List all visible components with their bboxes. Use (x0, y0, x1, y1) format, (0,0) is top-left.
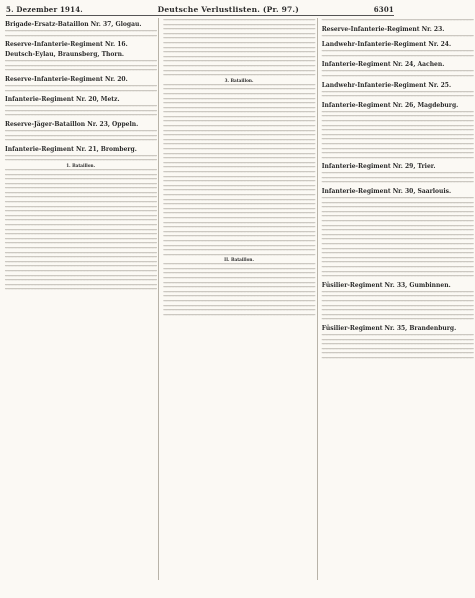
text-line: ━━━━━━━━━━━━━━━━━━━━━━━━━━━━━━━━━━━━━━━━━━━━━━━━━━━━━━━━━━━━━━━━━━━━━━━━━━━━━━━━━━━━━━━━━━━━━━━━━━━━━━━━━ (5, 195, 157, 200)
text-line: ━━━━━━━━━━━━━━━━━━━━━━━━━━━━━━━━━━━━━━━━━━━━━━━━━━━━━━━━━━━━━━━━━━━━━━━━━━━━━━━━━━━━━━━━━━━━━━━━━━━━━━━━━ (163, 124, 315, 129)
text-line: ━━━━━━━━━━━━━━━━━━━━━━━━━━━━━━━━━━━━━━━━━━━━━━━━━━━━━━━━━━━━━━━━━━━━━━━━━━━━━━━━━━━━━━━━━━━━━━━━━━━━━━━━━ (163, 229, 315, 234)
text-line: ━━━━━━━━━━━━━━━━━━━━━━━━━━━━━━━━━━━━━━━━━━━━━━━━━━━━━━━━━━━━━━━━━━━━━━━━━━━━━━━━━━━━━━━━━━━━━━━━━━━━━━━━━ (321, 33, 474, 38)
text-line: ━━━━━━━━━━━━━━━━━━━━━━━━━━━━━━━━━━━━━━━━━━━━━━━━━━━━━━━━━━━━━━━━━━━━━━━━━━━━━━━━━━━━━━━━━━━━━━━━━━━━━━━━━ (163, 179, 315, 184)
section-heading: Reserve-Infanterie-Regiment Nr. 16. (5, 41, 128, 49)
text-line: ━━━━━━━━━━━━━━━━━━━━━━━━━━━━━━━━━━━━━━━━━━━━━━━━━━━━━━━━━━━━━━━━━━━━━━━━━━━━━━━━━━━━━━━━━━━━━━━━━━━━━━━━━ (321, 355, 474, 360)
text-line: ━━━━━━━━━━━━━━━━━━━━━━━━━━━━━━━━━━━━━━━━━━━━━━━━━━━━━━━━━━━━━━━━━━━━━━━━━━━━━━━━━━━━━━━━━━━━━━━━━━━━━━━━━ (321, 109, 474, 114)
text-line: ━━━━━━━━━━━━━━━━━━━━━━━━━━━━━━━━━━━━━━━━━━━━━━━━━━━━━━━━━━━━━━━━━━━━━━━━━━━━━━━━━━━━━━━━━━━━━━━━━━━━━━━━━ (163, 96, 315, 101)
text-line: ━━━━━━━━━━━━━━━━━━━━━━━━━━━━━━━━━━━━━━━━━━━━━━━━━━━━━━━━━━━━━━━━━━━━━━━━━━━━━━━━━━━━━━━━━━━━━━━━━━━━━━━━━ (321, 246, 474, 251)
text-line: ━━━━━━━━━━━━━━━━━━━━━━━━━━━━━━━━━━━━━━━━━━━━━━━━━━━━━━━━━━━━━━━━━━━━━━━━━━━━━━━━━━━━━━━━━━━━━━━━━━━━━━━━━ (5, 209, 157, 214)
text-line: ━━━━━━━━━━━━━━━━━━━━━━━━━━━━━━━━━━━━━━━━━━━━━━━━━━━━━━━━━━━━━━━━━━━━━━━━━━━━━━━━━━━━━━━━━━━━━━━━━━━━━━━━━ (163, 105, 315, 110)
text-line: ━━━━━━━━━━━━━━━━━━━━━━━━━━━━━━━━━━━━━━━━━━━━━━━━━━━━━━━━━━━━━━━━━━━━━━━━━━━━━━━━━━━━━━━━━━━━━━━━━━━━━━━━━ (321, 180, 474, 185)
text-line: ━━━━━━━━━━━━━━━━━━━━━━━━━━━━━━━━━━━━━━━━━━━━━━━━━━━━━━━━━━━━━━━━━━━━━━━━━━━━━━━━━━━━━━━━━━━━━━━━━━━━━━━━━ (163, 165, 315, 170)
text-line: ━━━━━━━━━━━━━━━━━━━━━━━━━━━━━━━━━━━━━━━━━━━━━━━━━━━━━━━━━━━━━━━━━━━━━━━━━━━━━━━━━━━━━━━━━━━━━━━━━━━━━━━━━ (163, 206, 315, 211)
column-3 (322, 18, 475, 580)
text-line: ━━━━━━━━━━━━━━━━━━━━━━━━━━━━━━━━━━━━━━━━━━━━━━━━━━━━━━━━━━━━━━━━━━━━━━━━━━━━━━━━━━━━━━━━━━━━━━━━━━━━━━━━━ (5, 133, 157, 138)
text-line: ━━━━━━━━━━━━━━━━━━━━━━━━━━━━━━━━━━━━━━━━━━━━━━━━━━━━━━━━━━━━━━━━━━━━━━━━━━━━━━━━━━━━━━━━━━━━━━━━━━━━━━━━━ (163, 271, 315, 276)
text-line: ━━━━━━━━━━━━━━━━━━━━━━━━━━━━━━━━━━━━━━━━━━━━━━━━━━━━━━━━━━━━━━━━━━━━━━━━━━━━━━━━━━━━━━━━━━━━━━━━━━━━━━━━━ (321, 151, 474, 156)
text-line: ━━━━━━━━━━━━━━━━━━━━━━━━━━━━━━━━━━━━━━━━━━━━━━━━━━━━━━━━━━━━━━━━━━━━━━━━━━━━━━━━━━━━━━━━━━━━━━━━━━━━━━━━━ (163, 45, 315, 50)
text-line: ━━━━━━━━━━━━━━━━━━━━━━━━━━━━━━━━━━━━━━━━━━━━━━━━━━━━━━━━━━━━━━━━━━━━━━━━━━━━━━━━━━━━━━━━━━━━━━━━━━━━━━━━━ (321, 274, 474, 279)
text-line: ━━━━━━━━━━━━━━━━━━━━━━━━━━━━━━━━━━━━━━━━━━━━━━━━━━━━━━━━━━━━━━━━━━━━━━━━━━━━━━━━━━━━━━━━━━━━━━━━━━━━━━━━━ (321, 209, 474, 214)
text-line: ━━━━━━━━━━━━━━━━━━━━━━━━━━━━━━━━━━━━━━━━━━━━━━━━━━━━━━━━━━━━━━━━━━━━━━━━━━━━━━━━━━━━━━━━━━━━━━━━━━━━━━━━━ (163, 289, 315, 294)
text-line: ━━━━━━━━━━━━━━━━━━━━━━━━━━━━━━━━━━━━━━━━━━━━━━━━━━━━━━━━━━━━━━━━━━━━━━━━━━━━━━━━━━━━━━━━━━━━━━━━━━━━━━━━━ (321, 132, 474, 137)
text-line: ━━━━━━━━━━━━━━━━━━━━━━━━━━━━━━━━━━━━━━━━━━━━━━━━━━━━━━━━━━━━━━━━━━━━━━━━━━━━━━━━━━━━━━━━━━━━━━━━━━━━━━━━━ (5, 104, 157, 109)
section-heading: Infanterie-Regiment Nr. 29, Trier. (321, 163, 436, 171)
text-line: ━━━━━━━━━━━━━━━━━━━━━━━━━━━━━━━━━━━━━━━━━━━━━━━━━━━━━━━━━━━━━━━━━━━━━━━━━━━━━━━━━━━━━━━━━━━━━━━━━━━━━━━━━ (163, 133, 315, 138)
section-heading: Infanterie-Regiment Nr. 30, Saarlouis. (321, 188, 452, 196)
text-line: ━━━━━━━━━━━━━━━━━━━━━━━━━━━━━━━━━━━━━━━━━━━━━━━━━━━━━━━━━━━━━━━━━━━━━━━━━━━━━━━━━━━━━━━━━━━━━━━━━━━━━━━━━ (5, 167, 157, 172)
text-line: ━━━━━━━━━━━━━━━━━━━━━━━━━━━━━━━━━━━━━━━━━━━━━━━━━━━━━━━━━━━━━━━━━━━━━━━━━━━━━━━━━━━━━━━━━━━━━━━━━━━━━━━━━ (5, 59, 157, 64)
text-line: ━━━━━━━━━━━━━━━━━━━━━━━━━━━━━━━━━━━━━━━━━━━━━━━━━━━━━━━━━━━━━━━━━━━━━━━━━━━━━━━━━━━━━━━━━━━━━━━━━━━━━━━━━ (163, 114, 315, 119)
text-line: ━━━━━━━━━━━━━━━━━━━━━━━━━━━━━━━━━━━━━━━━━━━━━━━━━━━━━━━━━━━━━━━━━━━━━━━━━━━━━━━━━━━━━━━━━━━━━━━━━━━━━━━━━ (321, 303, 474, 308)
text-line: ━━━━━━━━━━━━━━━━━━━━━━━━━━━━━━━━━━━━━━━━━━━━━━━━━━━━━━━━━━━━━━━━━━━━━━━━━━━━━━━━━━━━━━━━━━━━━━━━━━━━━━━━━ (5, 181, 157, 186)
text-line: ━━━━━━━━━━━━━━━━━━━━━━━━━━━━━━━━━━━━━━━━━━━━━━━━━━━━━━━━━━━━━━━━━━━━━━━━━━━━━━━━━━━━━━━━━━━━━━━━━━━━━━━━━ (5, 236, 157, 241)
column-1 (5, 18, 159, 580)
text-line: ━━━━━━━━━━━━━━━━━━━━━━━━━━━━━━━━━━━━━━━━━━━━━━━━━━━━━━━━━━━━━━━━━━━━━━━━━━━━━━━━━━━━━━━━━━━━━━━━━━━━━━━━━ (163, 174, 315, 179)
subsection-heading: II. Bataillon. (224, 257, 254, 263)
text-line: ━━━━━━━━━━━━━━━━━━━━━━━━━━━━━━━━━━━━━━━━━━━━━━━━━━━━━━━━━━━━━━━━━━━━━━━━━━━━━━━━━━━━━━━━━━━━━━━━━━━━━━━━━ (163, 234, 315, 239)
text-line: ━━━━━━━━━━━━━━━━━━━━━━━━━━━━━━━━━━━━━━━━━━━━━━━━━━━━━━━━━━━━━━━━━━━━━━━━━━━━━━━━━━━━━━━━━━━━━━━━━━━━━━━━━ (163, 170, 315, 174)
text-line: ━━━━━━━━━━━━━━━━━━━━━━━━━━━━━━━━━━━━━━━━━━━━━━━━━━━━━━━━━━━━━━━━━━━━━━━━━━━━━━━━━━━━━━━━━━━━━━━━━━━━━━━━━ (321, 49, 474, 54)
text-line: ━━━━━━━━━━━━━━━━━━━━━━━━━━━━━━━━━━━━━━━━━━━━━━━━━━━━━━━━━━━━━━━━━━━━━━━━━━━━━━━━━━━━━━━━━━━━━━━━━━━━━━━━━ (5, 29, 157, 33)
text-line: ━━━━━━━━━━━━━━━━━━━━━━━━━━━━━━━━━━━━━━━━━━━━━━━━━━━━━━━━━━━━━━━━━━━━━━━━━━━━━━━━━━━━━━━━━━━━━━━━━━━━━━━━━ (321, 237, 474, 242)
text-line: ━━━━━━━━━━━━━━━━━━━━━━━━━━━━━━━━━━━━━━━━━━━━━━━━━━━━━━━━━━━━━━━━━━━━━━━━━━━━━━━━━━━━━━━━━━━━━━━━━━━━━━━━━ (5, 63, 157, 68)
text-line: ━━━━━━━━━━━━━━━━━━━━━━━━━━━━━━━━━━━━━━━━━━━━━━━━━━━━━━━━━━━━━━━━━━━━━━━━━━━━━━━━━━━━━━━━━━━━━━━━━━━━━━━━━ (5, 200, 157, 205)
text-line: ━━━━━━━━━━━━━━━━━━━━━━━━━━━━━━━━━━━━━━━━━━━━━━━━━━━━━━━━━━━━━━━━━━━━━━━━━━━━━━━━━━━━━━━━━━━━━━━━━━━━━━━━━ (321, 214, 474, 219)
text-line: ━━━━━━━━━━━━━━━━━━━━━━━━━━━━━━━━━━━━━━━━━━━━━━━━━━━━━━━━━━━━━━━━━━━━━━━━━━━━━━━━━━━━━━━━━━━━━━━━━━━━━━━━━ (321, 146, 474, 151)
text-line: ━━━━━━━━━━━━━━━━━━━━━━━━━━━━━━━━━━━━━━━━━━━━━━━━━━━━━━━━━━━━━━━━━━━━━━━━━━━━━━━━━━━━━━━━━━━━━━━━━━━━━━━━━ (5, 172, 157, 177)
text-line: ━━━━━━━━━━━━━━━━━━━━━━━━━━━━━━━━━━━━━━━━━━━━━━━━━━━━━━━━━━━━━━━━━━━━━━━━━━━━━━━━━━━━━━━━━━━━━━━━━━━━━━━━━ (163, 68, 315, 73)
text-line: ━━━━━━━━━━━━━━━━━━━━━━━━━━━━━━━━━━━━━━━━━━━━━━━━━━━━━━━━━━━━━━━━━━━━━━━━━━━━━━━━━━━━━━━━━━━━━━━━━━━━━━━━━ (321, 219, 474, 224)
text-line: ━━━━━━━━━━━━━━━━━━━━━━━━━━━━━━━━━━━━━━━━━━━━━━━━━━━━━━━━━━━━━━━━━━━━━━━━━━━━━━━━━━━━━━━━━━━━━━━━━━━━━━━━━ (321, 317, 474, 322)
section-heading: Brigade-Ersatz-Bataillon Nr. 37, Glogau. (5, 21, 142, 28)
text-line: ━━━━━━━━━━━━━━━━━━━━━━━━━━━━━━━━━━━━━━━━━━━━━━━━━━━━━━━━━━━━━━━━━━━━━━━━━━━━━━━━━━━━━━━━━━━━━━━━━━━━━━━━━ (163, 225, 315, 230)
text-line: ━━━━━━━━━━━━━━━━━━━━━━━━━━━━━━━━━━━━━━━━━━━━━━━━━━━━━━━━━━━━━━━━━━━━━━━━━━━━━━━━━━━━━━━━━━━━━━━━━━━━━━━━━ (5, 246, 157, 250)
text-line: ━━━━━━━━━━━━━━━━━━━━━━━━━━━━━━━━━━━━━━━━━━━━━━━━━━━━━━━━━━━━━━━━━━━━━━━━━━━━━━━━━━━━━━━━━━━━━━━━━━━━━━━━━ (321, 175, 474, 180)
text-line: ━━━━━━━━━━━━━━━━━━━━━━━━━━━━━━━━━━━━━━━━━━━━━━━━━━━━━━━━━━━━━━━━━━━━━━━━━━━━━━━━━━━━━━━━━━━━━━━━━━━━━━━━━ (163, 50, 315, 55)
text-line: ━━━━━━━━━━━━━━━━━━━━━━━━━━━━━━━━━━━━━━━━━━━━━━━━━━━━━━━━━━━━━━━━━━━━━━━━━━━━━━━━━━━━━━━━━━━━━━━━━━━━━━━━━ (5, 232, 157, 237)
section-heading: Infanterie-Regiment Nr. 21, Bromberg. (5, 145, 137, 153)
header-title: Deutsche Verlustlisten. (Pr. 97.) (157, 4, 299, 14)
text-line: ━━━━━━━━━━━━━━━━━━━━━━━━━━━━━━━━━━━━━━━━━━━━━━━━━━━━━━━━━━━━━━━━━━━━━━━━━━━━━━━━━━━━━━━━━━━━━━━━━━━━━━━━━ (163, 59, 315, 64)
text-line: ━━━━━━━━━━━━━━━━━━━━━━━━━━━━━━━━━━━━━━━━━━━━━━━━━━━━━━━━━━━━━━━━━━━━━━━━━━━━━━━━━━━━━━━━━━━━━━━━━━━━━━━━━ (321, 228, 474, 233)
text-line: ━━━━━━━━━━━━━━━━━━━━━━━━━━━━━━━━━━━━━━━━━━━━━━━━━━━━━━━━━━━━━━━━━━━━━━━━━━━━━━━━━━━━━━━━━━━━━━━━━━━━━━━━━ (5, 273, 157, 278)
text-line: ━━━━━━━━━━━━━━━━━━━━━━━━━━━━━━━━━━━━━━━━━━━━━━━━━━━━━━━━━━━━━━━━━━━━━━━━━━━━━━━━━━━━━━━━━━━━━━━━━━━━━━━━━ (163, 197, 315, 202)
text-line: ━━━━━━━━━━━━━━━━━━━━━━━━━━━━━━━━━━━━━━━━━━━━━━━━━━━━━━━━━━━━━━━━━━━━━━━━━━━━━━━━━━━━━━━━━━━━━━━━━━━━━━━━━ (163, 142, 315, 147)
text-line: ━━━━━━━━━━━━━━━━━━━━━━━━━━━━━━━━━━━━━━━━━━━━━━━━━━━━━━━━━━━━━━━━━━━━━━━━━━━━━━━━━━━━━━━━━━━━━━━━━━━━━━━━━ (163, 147, 315, 152)
text-line: ━━━━━━━━━━━━━━━━━━━━━━━━━━━━━━━━━━━━━━━━━━━━━━━━━━━━━━━━━━━━━━━━━━━━━━━━━━━━━━━━━━━━━━━━━━━━━━━━━━━━━━━━━ (163, 280, 315, 285)
text-line: ━━━━━━━━━━━━━━━━━━━━━━━━━━━━━━━━━━━━━━━━━━━━━━━━━━━━━━━━━━━━━━━━━━━━━━━━━━━━━━━━━━━━━━━━━━━━━━━━━━━━━━━━━ (5, 177, 157, 182)
text-line: ━━━━━━━━━━━━━━━━━━━━━━━━━━━━━━━━━━━━━━━━━━━━━━━━━━━━━━━━━━━━━━━━━━━━━━━━━━━━━━━━━━━━━━━━━━━━━━━━━━━━━━━━━ (321, 123, 474, 128)
text-line: ━━━━━━━━━━━━━━━━━━━━━━━━━━━━━━━━━━━━━━━━━━━━━━━━━━━━━━━━━━━━━━━━━━━━━━━━━━━━━━━━━━━━━━━━━━━━━━━━━━━━━━━━━ (163, 262, 315, 267)
text-line: ━━━━━━━━━━━━━━━━━━━━━━━━━━━━━━━━━━━━━━━━━━━━━━━━━━━━━━━━━━━━━━━━━━━━━━━━━━━━━━━━━━━━━━━━━━━━━━━━━━━━━━━━━ (5, 128, 157, 133)
section-heading: Füsilier-Regiment Nr. 33, Gumbinnen. (321, 281, 451, 289)
text-line: ━━━━━━━━━━━━━━━━━━━━━━━━━━━━━━━━━━━━━━━━━━━━━━━━━━━━━━━━━━━━━━━━━━━━━━━━━━━━━━━━━━━━━━━━━━━━━━━━━━━━━━━━━ (163, 220, 315, 225)
text-line: ━━━━━━━━━━━━━━━━━━━━━━━━━━━━━━━━━━━━━━━━━━━━━━━━━━━━━━━━━━━━━━━━━━━━━━━━━━━━━━━━━━━━━━━━━━━━━━━━━━━━━━━━━ (321, 114, 474, 119)
text-line: ━━━━━━━━━━━━━━━━━━━━━━━━━━━━━━━━━━━━━━━━━━━━━━━━━━━━━━━━━━━━━━━━━━━━━━━━━━━━━━━━━━━━━━━━━━━━━━━━━━━━━━━━━ (321, 269, 474, 274)
section-heading: Landwehr-Infanterie-Regiment Nr. 25. (321, 81, 452, 89)
section-heading: Reserve-Jäger-Bataillon Nr. 23, Oppeln. (5, 120, 139, 128)
text-line: ━━━━━━━━━━━━━━━━━━━━━━━━━━━━━━━━━━━━━━━━━━━━━━━━━━━━━━━━━━━━━━━━━━━━━━━━━━━━━━━━━━━━━━━━━━━━━━━━━━━━━━━━━ (163, 285, 315, 290)
text-line: ━━━━━━━━━━━━━━━━━━━━━━━━━━━━━━━━━━━━━━━━━━━━━━━━━━━━━━━━━━━━━━━━━━━━━━━━━━━━━━━━━━━━━━━━━━━━━━━━━━━━━━━━━ (321, 223, 474, 228)
text-line: ━━━━━━━━━━━━━━━━━━━━━━━━━━━━━━━━━━━━━━━━━━━━━━━━━━━━━━━━━━━━━━━━━━━━━━━━━━━━━━━━━━━━━━━━━━━━━━━━━━━━━━━━━ (321, 294, 474, 299)
text-line: ━━━━━━━━━━━━━━━━━━━━━━━━━━━━━━━━━━━━━━━━━━━━━━━━━━━━━━━━━━━━━━━━━━━━━━━━━━━━━━━━━━━━━━━━━━━━━━━━━━━━━━━━━ (163, 188, 315, 193)
text-line: ━━━━━━━━━━━━━━━━━━━━━━━━━━━━━━━━━━━━━━━━━━━━━━━━━━━━━━━━━━━━━━━━━━━━━━━━━━━━━━━━━━━━━━━━━━━━━━━━━━━━━━━━━ (321, 264, 474, 269)
text-line: ━━━━━━━━━━━━━━━━━━━━━━━━━━━━━━━━━━━━━━━━━━━━━━━━━━━━━━━━━━━━━━━━━━━━━━━━━━━━━━━━━━━━━━━━━━━━━━━━━━━━━━━━━ (321, 255, 474, 260)
text-line: ━━━━━━━━━━━━━━━━━━━━━━━━━━━━━━━━━━━━━━━━━━━━━━━━━━━━━━━━━━━━━━━━━━━━━━━━━━━━━━━━━━━━━━━━━━━━━━━━━━━━━━━━━ (163, 238, 315, 243)
section-heading: Infanterie-Regiment Nr. 26, Magdeburg. (321, 101, 459, 109)
text-line: ━━━━━━━━━━━━━━━━━━━━━━━━━━━━━━━━━━━━━━━━━━━━━━━━━━━━━━━━━━━━━━━━━━━━━━━━━━━━━━━━━━━━━━━━━━━━━━━━━━━━━━━━━ (5, 259, 157, 264)
text-line: ━━━━━━━━━━━━━━━━━━━━━━━━━━━━━━━━━━━━━━━━━━━━━━━━━━━━━━━━━━━━━━━━━━━━━━━━━━━━━━━━━━━━━━━━━━━━━━━━━━━━━━━━━ (163, 248, 315, 253)
text-line: ━━━━━━━━━━━━━━━━━━━━━━━━━━━━━━━━━━━━━━━━━━━━━━━━━━━━━━━━━━━━━━━━━━━━━━━━━━━━━━━━━━━━━━━━━━━━━━━━━━━━━━━━━ (321, 351, 474, 356)
text-line: ━━━━━━━━━━━━━━━━━━━━━━━━━━━━━━━━━━━━━━━━━━━━━━━━━━━━━━━━━━━━━━━━━━━━━━━━━━━━━━━━━━━━━━━━━━━━━━━━━━━━━━━━━ (163, 299, 315, 304)
text-line: ━━━━━━━━━━━━━━━━━━━━━━━━━━━━━━━━━━━━━━━━━━━━━━━━━━━━━━━━━━━━━━━━━━━━━━━━━━━━━━━━━━━━━━━━━━━━━━━━━━━━━━━━━ (321, 298, 474, 303)
text-line: ━━━━━━━━━━━━━━━━━━━━━━━━━━━━━━━━━━━━━━━━━━━━━━━━━━━━━━━━━━━━━━━━━━━━━━━━━━━━━━━━━━━━━━━━━━━━━━━━━━━━━━━━━ (5, 278, 157, 283)
text-line: ━━━━━━━━━━━━━━━━━━━━━━━━━━━━━━━━━━━━━━━━━━━━━━━━━━━━━━━━━━━━━━━━━━━━━━━━━━━━━━━━━━━━━━━━━━━━━━━━━━━━━━━━━ (163, 160, 315, 165)
text-line: ━━━━━━━━━━━━━━━━━━━━━━━━━━━━━━━━━━━━━━━━━━━━━━━━━━━━━━━━━━━━━━━━━━━━━━━━━━━━━━━━━━━━━━━━━━━━━━━━━━━━━━━━━ (321, 171, 474, 176)
header-date: 5. Dezember 1914. (6, 4, 83, 14)
section-heading: Landwehr-Infanterie-Regiment Nr. 24. (321, 41, 452, 49)
text-line: ━━━━━━━━━━━━━━━━━━━━━━━━━━━━━━━━━━━━━━━━━━━━━━━━━━━━━━━━━━━━━━━━━━━━━━━━━━━━━━━━━━━━━━━━━━━━━━━━━━━━━━━━━ (163, 73, 315, 78)
text-line: ━━━━━━━━━━━━━━━━━━━━━━━━━━━━━━━━━━━━━━━━━━━━━━━━━━━━━━━━━━━━━━━━━━━━━━━━━━━━━━━━━━━━━━━━━━━━━━━━━━━━━━━━━ (5, 241, 157, 246)
text-line: ━━━━━━━━━━━━━━━━━━━━━━━━━━━━━━━━━━━━━━━━━━━━━━━━━━━━━━━━━━━━━━━━━━━━━━━━━━━━━━━━━━━━━━━━━━━━━━━━━━━━━━━━━ (321, 53, 474, 58)
text-line: ━━━━━━━━━━━━━━━━━━━━━━━━━━━━━━━━━━━━━━━━━━━━━━━━━━━━━━━━━━━━━━━━━━━━━━━━━━━━━━━━━━━━━━━━━━━━━━━━━━━━━━━━━ (321, 251, 474, 256)
text-line: ━━━━━━━━━━━━━━━━━━━━━━━━━━━━━━━━━━━━━━━━━━━━━━━━━━━━━━━━━━━━━━━━━━━━━━━━━━━━━━━━━━━━━━━━━━━━━━━━━━━━━━━━━ (5, 108, 157, 113)
text-line: ━━━━━━━━━━━━━━━━━━━━━━━━━━━━━━━━━━━━━━━━━━━━━━━━━━━━━━━━━━━━━━━━━━━━━━━━━━━━━━━━━━━━━━━━━━━━━━━━━━━━━━━━━ (163, 101, 315, 106)
text-line: ━━━━━━━━━━━━━━━━━━━━━━━━━━━━━━━━━━━━━━━━━━━━━━━━━━━━━━━━━━━━━━━━━━━━━━━━━━━━━━━━━━━━━━━━━━━━━━━━━━━━━━━━━ (321, 312, 474, 317)
text-line: ━━━━━━━━━━━━━━━━━━━━━━━━━━━━━━━━━━━━━━━━━━━━━━━━━━━━━━━━━━━━━━━━━━━━━━━━━━━━━━━━━━━━━━━━━━━━━━━━━━━━━━━━━ (5, 250, 157, 255)
text-line: ━━━━━━━━━━━━━━━━━━━━━━━━━━━━━━━━━━━━━━━━━━━━━━━━━━━━━━━━━━━━━━━━━━━━━━━━━━━━━━━━━━━━━━━━━━━━━━━━━━━━━━━━━ (321, 94, 474, 99)
section-subheading: Deutsch-Eylau, Braunsberg, Thorn. (5, 51, 125, 59)
subsection-heading: 1. Bataillon. (66, 162, 96, 168)
text-line: ━━━━━━━━━━━━━━━━━━━━━━━━━━━━━━━━━━━━━━━━━━━━━━━━━━━━━━━━━━━━━━━━━━━━━━━━━━━━━━━━━━━━━━━━━━━━━━━━━━━━━━━━━ (5, 186, 157, 191)
text-line: ━━━━━━━━━━━━━━━━━━━━━━━━━━━━━━━━━━━━━━━━━━━━━━━━━━━━━━━━━━━━━━━━━━━━━━━━━━━━━━━━━━━━━━━━━━━━━━━━━━━━━━━━━ (5, 33, 157, 38)
text-line: ━━━━━━━━━━━━━━━━━━━━━━━━━━━━━━━━━━━━━━━━━━━━━━━━━━━━━━━━━━━━━━━━━━━━━━━━━━━━━━━━━━━━━━━━━━━━━━━━━━━━━━━━━ (163, 202, 315, 207)
text-line: ━━━━━━━━━━━━━━━━━━━━━━━━━━━━━━━━━━━━━━━━━━━━━━━━━━━━━━━━━━━━━━━━━━━━━━━━━━━━━━━━━━━━━━━━━━━━━━━━━━━━━━━━━ (5, 268, 157, 273)
text-line: ━━━━━━━━━━━━━━━━━━━━━━━━━━━━━━━━━━━━━━━━━━━━━━━━━━━━━━━━━━━━━━━━━━━━━━━━━━━━━━━━━━━━━━━━━━━━━━━━━━━━━━━━━ (5, 204, 157, 209)
text-line: ━━━━━━━━━━━━━━━━━━━━━━━━━━━━━━━━━━━━━━━━━━━━━━━━━━━━━━━━━━━━━━━━━━━━━━━━━━━━━━━━━━━━━━━━━━━━━━━━━━━━━━━━━ (5, 68, 157, 73)
text-line: ━━━━━━━━━━━━━━━━━━━━━━━━━━━━━━━━━━━━━━━━━━━━━━━━━━━━━━━━━━━━━━━━━━━━━━━━━━━━━━━━━━━━━━━━━━━━━━━━━━━━━━━━━ (5, 138, 157, 143)
section-heading: Reserve-Infanterie-Regiment Nr. 20. (5, 75, 128, 83)
text-line: ━━━━━━━━━━━━━━━━━━━━━━━━━━━━━━━━━━━━━━━━━━━━━━━━━━━━━━━━━━━━━━━━━━━━━━━━━━━━━━━━━━━━━━━━━━━━━━━━━━━━━━━━━ (163, 183, 315, 188)
text-line: ━━━━━━━━━━━━━━━━━━━━━━━━━━━━━━━━━━━━━━━━━━━━━━━━━━━━━━━━━━━━━━━━━━━━━━━━━━━━━━━━━━━━━━━━━━━━━━━━━━━━━━━━━ (163, 91, 315, 96)
text-line: ━━━━━━━━━━━━━━━━━━━━━━━━━━━━━━━━━━━━━━━━━━━━━━━━━━━━━━━━━━━━━━━━━━━━━━━━━━━━━━━━━━━━━━━━━━━━━━━━━━━━━━━━━ (163, 211, 315, 216)
text-line: ━━━━━━━━━━━━━━━━━━━━━━━━━━━━━━━━━━━━━━━━━━━━━━━━━━━━━━━━━━━━━━━━━━━━━━━━━━━━━━━━━━━━━━━━━━━━━━━━━━━━━━━━━ (321, 73, 474, 78)
text-line: ━━━━━━━━━━━━━━━━━━━━━━━━━━━━━━━━━━━━━━━━━━━━━━━━━━━━━━━━━━━━━━━━━━━━━━━━━━━━━━━━━━━━━━━━━━━━━━━━━━━━━━━━━ (163, 87, 315, 92)
text-line: ━━━━━━━━━━━━━━━━━━━━━━━━━━━━━━━━━━━━━━━━━━━━━━━━━━━━━━━━━━━━━━━━━━━━━━━━━━━━━━━━━━━━━━━━━━━━━━━━━━━━━━━━━ (321, 337, 474, 342)
text-line: ━━━━━━━━━━━━━━━━━━━━━━━━━━━━━━━━━━━━━━━━━━━━━━━━━━━━━━━━━━━━━━━━━━━━━━━━━━━━━━━━━━━━━━━━━━━━━━━━━━━━━━━━━ (5, 88, 157, 93)
text-line: ━━━━━━━━━━━━━━━━━━━━━━━━━━━━━━━━━━━━━━━━━━━━━━━━━━━━━━━━━━━━━━━━━━━━━━━━━━━━━━━━━━━━━━━━━━━━━━━━━━━━━━━━━ (163, 151, 315, 156)
text-line: ━━━━━━━━━━━━━━━━━━━━━━━━━━━━━━━━━━━━━━━━━━━━━━━━━━━━━━━━━━━━━━━━━━━━━━━━━━━━━━━━━━━━━━━━━━━━━━━━━━━━━━━━━ (321, 332, 474, 337)
text-line: ━━━━━━━━━━━━━━━━━━━━━━━━━━━━━━━━━━━━━━━━━━━━━━━━━━━━━━━━━━━━━━━━━━━━━━━━━━━━━━━━━━━━━━━━━━━━━━━━━━━━━━━━━ (163, 119, 315, 124)
text-line: ━━━━━━━━━━━━━━━━━━━━━━━━━━━━━━━━━━━━━━━━━━━━━━━━━━━━━━━━━━━━━━━━━━━━━━━━━━━━━━━━━━━━━━━━━━━━━━━━━━━━━━━━━ (163, 312, 315, 317)
text-line: ━━━━━━━━━━━━━━━━━━━━━━━━━━━━━━━━━━━━━━━━━━━━━━━━━━━━━━━━━━━━━━━━━━━━━━━━━━━━━━━━━━━━━━━━━━━━━━━━━━━━━━━━━ (163, 54, 315, 59)
section-heading: Infanterie-Regiment Nr. 20, Metz. (5, 96, 120, 104)
text-line: ━━━━━━━━━━━━━━━━━━━━━━━━━━━━━━━━━━━━━━━━━━━━━━━━━━━━━━━━━━━━━━━━━━━━━━━━━━━━━━━━━━━━━━━━━━━━━━━━━━━━━━━━━ (163, 137, 315, 142)
text-line: ━━━━━━━━━━━━━━━━━━━━━━━━━━━━━━━━━━━━━━━━━━━━━━━━━━━━━━━━━━━━━━━━━━━━━━━━━━━━━━━━━━━━━━━━━━━━━━━━━━━━━━━━━ (321, 137, 474, 142)
text-line: ━━━━━━━━━━━━━━━━━━━━━━━━━━━━━━━━━━━━━━━━━━━━━━━━━━━━━━━━━━━━━━━━━━━━━━━━━━━━━━━━━━━━━━━━━━━━━━━━━━━━━━━━━ (163, 303, 315, 308)
page-header (6, 3, 394, 16)
text-line: ━━━━━━━━━━━━━━━━━━━━━━━━━━━━━━━━━━━━━━━━━━━━━━━━━━━━━━━━━━━━━━━━━━━━━━━━━━━━━━━━━━━━━━━━━━━━━━━━━━━━━━━━━ (163, 40, 315, 45)
text-line: ━━━━━━━━━━━━━━━━━━━━━━━━━━━━━━━━━━━━━━━━━━━━━━━━━━━━━━━━━━━━━━━━━━━━━━━━━━━━━━━━━━━━━━━━━━━━━━━━━━━━━━━━━ (321, 346, 474, 351)
section-heading: Füsilier-Regiment Nr. 35, Brandenburg. (321, 324, 457, 332)
text-line: ━━━━━━━━━━━━━━━━━━━━━━━━━━━━━━━━━━━━━━━━━━━━━━━━━━━━━━━━━━━━━━━━━━━━━━━━━━━━━━━━━━━━━━━━━━━━━━━━━━━━━━━━━ (163, 215, 315, 220)
text-line: ━━━━━━━━━━━━━━━━━━━━━━━━━━━━━━━━━━━━━━━━━━━━━━━━━━━━━━━━━━━━━━━━━━━━━━━━━━━━━━━━━━━━━━━━━━━━━━━━━━━━━━━━━ (163, 276, 315, 281)
text-line: ━━━━━━━━━━━━━━━━━━━━━━━━━━━━━━━━━━━━━━━━━━━━━━━━━━━━━━━━━━━━━━━━━━━━━━━━━━━━━━━━━━━━━━━━━━━━━━━━━━━━━━━━━ (321, 260, 474, 265)
text-line: ━━━━━━━━━━━━━━━━━━━━━━━━━━━━━━━━━━━━━━━━━━━━━━━━━━━━━━━━━━━━━━━━━━━━━━━━━━━━━━━━━━━━━━━━━━━━━━━━━━━━━━━━━ (5, 287, 157, 292)
text-line: ━━━━━━━━━━━━━━━━━━━━━━━━━━━━━━━━━━━━━━━━━━━━━━━━━━━━━━━━━━━━━━━━━━━━━━━━━━━━━━━━━━━━━━━━━━━━━━━━━━━━━━━━━ (163, 110, 315, 115)
subsection-heading: 3. Bataillon. (224, 77, 254, 83)
text-line: ━━━━━━━━━━━━━━━━━━━━━━━━━━━━━━━━━━━━━━━━━━━━━━━━━━━━━━━━━━━━━━━━━━━━━━━━━━━━━━━━━━━━━━━━━━━━━━━━━━━━━━━━━ (163, 156, 315, 161)
text-line: ━━━━━━━━━━━━━━━━━━━━━━━━━━━━━━━━━━━━━━━━━━━━━━━━━━━━━━━━━━━━━━━━━━━━━━━━━━━━━━━━━━━━━━━━━━━━━━━━━━━━━━━━━ (321, 205, 474, 210)
text-line: ━━━━━━━━━━━━━━━━━━━━━━━━━━━━━━━━━━━━━━━━━━━━━━━━━━━━━━━━━━━━━━━━━━━━━━━━━━━━━━━━━━━━━━━━━━━━━━━━━━━━━━━━━ (163, 308, 315, 313)
text-line: ━━━━━━━━━━━━━━━━━━━━━━━━━━━━━━━━━━━━━━━━━━━━━━━━━━━━━━━━━━━━━━━━━━━━━━━━━━━━━━━━━━━━━━━━━━━━━━━━━━━━━━━━━ (321, 196, 474, 201)
text-line: ━━━━━━━━━━━━━━━━━━━━━━━━━━━━━━━━━━━━━━━━━━━━━━━━━━━━━━━━━━━━━━━━━━━━━━━━━━━━━━━━━━━━━━━━━━━━━━━━━━━━━━━━━ (163, 128, 315, 133)
text-line: ━━━━━━━━━━━━━━━━━━━━━━━━━━━━━━━━━━━━━━━━━━━━━━━━━━━━━━━━━━━━━━━━━━━━━━━━━━━━━━━━━━━━━━━━━━━━━━━━━━━━━━━━━ (321, 118, 474, 123)
text-line: ━━━━━━━━━━━━━━━━━━━━━━━━━━━━━━━━━━━━━━━━━━━━━━━━━━━━━━━━━━━━━━━━━━━━━━━━━━━━━━━━━━━━━━━━━━━━━━━━━━━━━━━━━ (321, 89, 474, 94)
text-line: ━━━━━━━━━━━━━━━━━━━━━━━━━━━━━━━━━━━━━━━━━━━━━━━━━━━━━━━━━━━━━━━━━━━━━━━━━━━━━━━━━━━━━━━━━━━━━━━━━━━━━━━━━ (321, 155, 474, 160)
text-line: ━━━━━━━━━━━━━━━━━━━━━━━━━━━━━━━━━━━━━━━━━━━━━━━━━━━━━━━━━━━━━━━━━━━━━━━━━━━━━━━━━━━━━━━━━━━━━━━━━━━━━━━━━ (163, 192, 315, 197)
header-page-number: 6301 (373, 4, 394, 14)
text-line: ━━━━━━━━━━━━━━━━━━━━━━━━━━━━━━━━━━━━━━━━━━━━━━━━━━━━━━━━━━━━━━━━━━━━━━━━━━━━━━━━━━━━━━━━━━━━━━━━━━━━━━━━━ (163, 266, 315, 271)
text-line: ━━━━━━━━━━━━━━━━━━━━━━━━━━━━━━━━━━━━━━━━━━━━━━━━━━━━━━━━━━━━━━━━━━━━━━━━━━━━━━━━━━━━━━━━━━━━━━━━━━━━━━━━━ (321, 308, 474, 313)
text-line: ━━━━━━━━━━━━━━━━━━━━━━━━━━━━━━━━━━━━━━━━━━━━━━━━━━━━━━━━━━━━━━━━━━━━━━━━━━━━━━━━━━━━━━━━━━━━━━━━━━━━━━━━━ (321, 289, 474, 294)
text-line: ━━━━━━━━━━━━━━━━━━━━━━━━━━━━━━━━━━━━━━━━━━━━━━━━━━━━━━━━━━━━━━━━━━━━━━━━━━━━━━━━━━━━━━━━━━━━━━━━━━━━━━━━━ (321, 232, 474, 237)
text-line: ━━━━━━━━━━━━━━━━━━━━━━━━━━━━━━━━━━━━━━━━━━━━━━━━━━━━━━━━━━━━━━━━━━━━━━━━━━━━━━━━━━━━━━━━━━━━━━━━━━━━━━━━━ (5, 83, 157, 88)
text-line: ━━━━━━━━━━━━━━━━━━━━━━━━━━━━━━━━━━━━━━━━━━━━━━━━━━━━━━━━━━━━━━━━━━━━━━━━━━━━━━━━━━━━━━━━━━━━━━━━━━━━━━━━━ (163, 63, 315, 68)
text-line: ━━━━━━━━━━━━━━━━━━━━━━━━━━━━━━━━━━━━━━━━━━━━━━━━━━━━━━━━━━━━━━━━━━━━━━━━━━━━━━━━━━━━━━━━━━━━━━━━━━━━━━━━━ (163, 294, 315, 299)
text-line: ━━━━━━━━━━━━━━━━━━━━━━━━━━━━━━━━━━━━━━━━━━━━━━━━━━━━━━━━━━━━━━━━━━━━━━━━━━━━━━━━━━━━━━━━━━━━━━━━━━━━━━━━━ (163, 252, 315, 257)
text-line: ━━━━━━━━━━━━━━━━━━━━━━━━━━━━━━━━━━━━━━━━━━━━━━━━━━━━━━━━━━━━━━━━━━━━━━━━━━━━━━━━━━━━━━━━━━━━━━━━━━━━━━━━━ (321, 69, 474, 74)
text-line: ━━━━━━━━━━━━━━━━━━━━━━━━━━━━━━━━━━━━━━━━━━━━━━━━━━━━━━━━━━━━━━━━━━━━━━━━━━━━━━━━━━━━━━━━━━━━━━━━━━━━━━━━━ (321, 242, 474, 246)
text-line: ━━━━━━━━━━━━━━━━━━━━━━━━━━━━━━━━━━━━━━━━━━━━━━━━━━━━━━━━━━━━━━━━━━━━━━━━━━━━━━━━━━━━━━━━━━━━━━━━━━━━━━━━━ (163, 22, 315, 27)
column-2 (163, 18, 317, 580)
text-line: ━━━━━━━━━━━━━━━━━━━━━━━━━━━━━━━━━━━━━━━━━━━━━━━━━━━━━━━━━━━━━━━━━━━━━━━━━━━━━━━━━━━━━━━━━━━━━━━━━━━━━━━━━ (5, 213, 157, 218)
text-line: ━━━━━━━━━━━━━━━━━━━━━━━━━━━━━━━━━━━━━━━━━━━━━━━━━━━━━━━━━━━━━━━━━━━━━━━━━━━━━━━━━━━━━━━━━━━━━━━━━━━━━━━━━ (5, 282, 157, 287)
text-line: ━━━━━━━━━━━━━━━━━━━━━━━━━━━━━━━━━━━━━━━━━━━━━━━━━━━━━━━━━━━━━━━━━━━━━━━━━━━━━━━━━━━━━━━━━━━━━━━━━━━━━━━━━ (5, 113, 157, 118)
text-line: ━━━━━━━━━━━━━━━━━━━━━━━━━━━━━━━━━━━━━━━━━━━━━━━━━━━━━━━━━━━━━━━━━━━━━━━━━━━━━━━━━━━━━━━━━━━━━━━━━━━━━━━━━ (5, 264, 157, 269)
text-line: ━━━━━━━━━━━━━━━━━━━━━━━━━━━━━━━━━━━━━━━━━━━━━━━━━━━━━━━━━━━━━━━━━━━━━━━━━━━━━━━━━━━━━━━━━━━━━━━━━━━━━━━━━ (5, 190, 157, 195)
text-line: ━━━━━━━━━━━━━━━━━━━━━━━━━━━━━━━━━━━━━━━━━━━━━━━━━━━━━━━━━━━━━━━━━━━━━━━━━━━━━━━━━━━━━━━━━━━━━━━━━━━━━━━━━ (5, 223, 157, 228)
text-line: ━━━━━━━━━━━━━━━━━━━━━━━━━━━━━━━━━━━━━━━━━━━━━━━━━━━━━━━━━━━━━━━━━━━━━━━━━━━━━━━━━━━━━━━━━━━━━━━━━━━━━━━━━ (163, 18, 315, 22)
text-line: ━━━━━━━━━━━━━━━━━━━━━━━━━━━━━━━━━━━━━━━━━━━━━━━━━━━━━━━━━━━━━━━━━━━━━━━━━━━━━━━━━━━━━━━━━━━━━━━━━━━━━━━━━ (321, 18, 474, 22)
text-line: ━━━━━━━━━━━━━━━━━━━━━━━━━━━━━━━━━━━━━━━━━━━━━━━━━━━━━━━━━━━━━━━━━━━━━━━━━━━━━━━━━━━━━━━━━━━━━━━━━━━━━━━━━ (321, 342, 474, 347)
text-line: ━━━━━━━━━━━━━━━━━━━━━━━━━━━━━━━━━━━━━━━━━━━━━━━━━━━━━━━━━━━━━━━━━━━━━━━━━━━━━━━━━━━━━━━━━━━━━━━━━━━━━━━━━ (5, 218, 157, 223)
text-line: ━━━━━━━━━━━━━━━━━━━━━━━━━━━━━━━━━━━━━━━━━━━━━━━━━━━━━━━━━━━━━━━━━━━━━━━━━━━━━━━━━━━━━━━━━━━━━━━━━━━━━━━━━ (321, 200, 474, 205)
section-heading: Reserve-Infanterie-Regiment Nr. 23. (321, 25, 445, 33)
text-line: ━━━━━━━━━━━━━━━━━━━━━━━━━━━━━━━━━━━━━━━━━━━━━━━━━━━━━━━━━━━━━━━━━━━━━━━━━━━━━━━━━━━━━━━━━━━━━━━━━━━━━━━━━ (163, 243, 315, 248)
text-line: ━━━━━━━━━━━━━━━━━━━━━━━━━━━━━━━━━━━━━━━━━━━━━━━━━━━━━━━━━━━━━━━━━━━━━━━━━━━━━━━━━━━━━━━━━━━━━━━━━━━━━━━━━ (163, 27, 315, 32)
text-line: ━━━━━━━━━━━━━━━━━━━━━━━━━━━━━━━━━━━━━━━━━━━━━━━━━━━━━━━━━━━━━━━━━━━━━━━━━━━━━━━━━━━━━━━━━━━━━━━━━━━━━━━━━ (163, 82, 315, 87)
text-line: ━━━━━━━━━━━━━━━━━━━━━━━━━━━━━━━━━━━━━━━━━━━━━━━━━━━━━━━━━━━━━━━━━━━━━━━━━━━━━━━━━━━━━━━━━━━━━━━━━━━━━━━━━ (5, 255, 157, 260)
section-heading: Infanterie-Regiment Nr. 24, Aachen. (321, 61, 445, 69)
text-line: ━━━━━━━━━━━━━━━━━━━━━━━━━━━━━━━━━━━━━━━━━━━━━━━━━━━━━━━━━━━━━━━━━━━━━━━━━━━━━━━━━━━━━━━━━━━━━━━━━━━━━━━━━ (321, 141, 474, 146)
text-line: ━━━━━━━━━━━━━━━━━━━━━━━━━━━━━━━━━━━━━━━━━━━━━━━━━━━━━━━━━━━━━━━━━━━━━━━━━━━━━━━━━━━━━━━━━━━━━━━━━━━━━━━━━ (5, 158, 157, 163)
text-line: ━━━━━━━━━━━━━━━━━━━━━━━━━━━━━━━━━━━━━━━━━━━━━━━━━━━━━━━━━━━━━━━━━━━━━━━━━━━━━━━━━━━━━━━━━━━━━━━━━━━━━━━━━ (163, 31, 315, 36)
text-line: ━━━━━━━━━━━━━━━━━━━━━━━━━━━━━━━━━━━━━━━━━━━━━━━━━━━━━━━━━━━━━━━━━━━━━━━━━━━━━━━━━━━━━━━━━━━━━━━━━━━━━━━━━ (163, 36, 315, 41)
text-line: ━━━━━━━━━━━━━━━━━━━━━━━━━━━━━━━━━━━━━━━━━━━━━━━━━━━━━━━━━━━━━━━━━━━━━━━━━━━━━━━━━━━━━━━━━━━━━━━━━━━━━━━━━ (5, 227, 157, 232)
text-line: ━━━━━━━━━━━━━━━━━━━━━━━━━━━━━━━━━━━━━━━━━━━━━━━━━━━━━━━━━━━━━━━━━━━━━━━━━━━━━━━━━━━━━━━━━━━━━━━━━━━━━━━━━ (5, 153, 157, 158)
text-line: ━━━━━━━━━━━━━━━━━━━━━━━━━━━━━━━━━━━━━━━━━━━━━━━━━━━━━━━━━━━━━━━━━━━━━━━━━━━━━━━━━━━━━━━━━━━━━━━━━━━━━━━━━ (321, 128, 474, 133)
